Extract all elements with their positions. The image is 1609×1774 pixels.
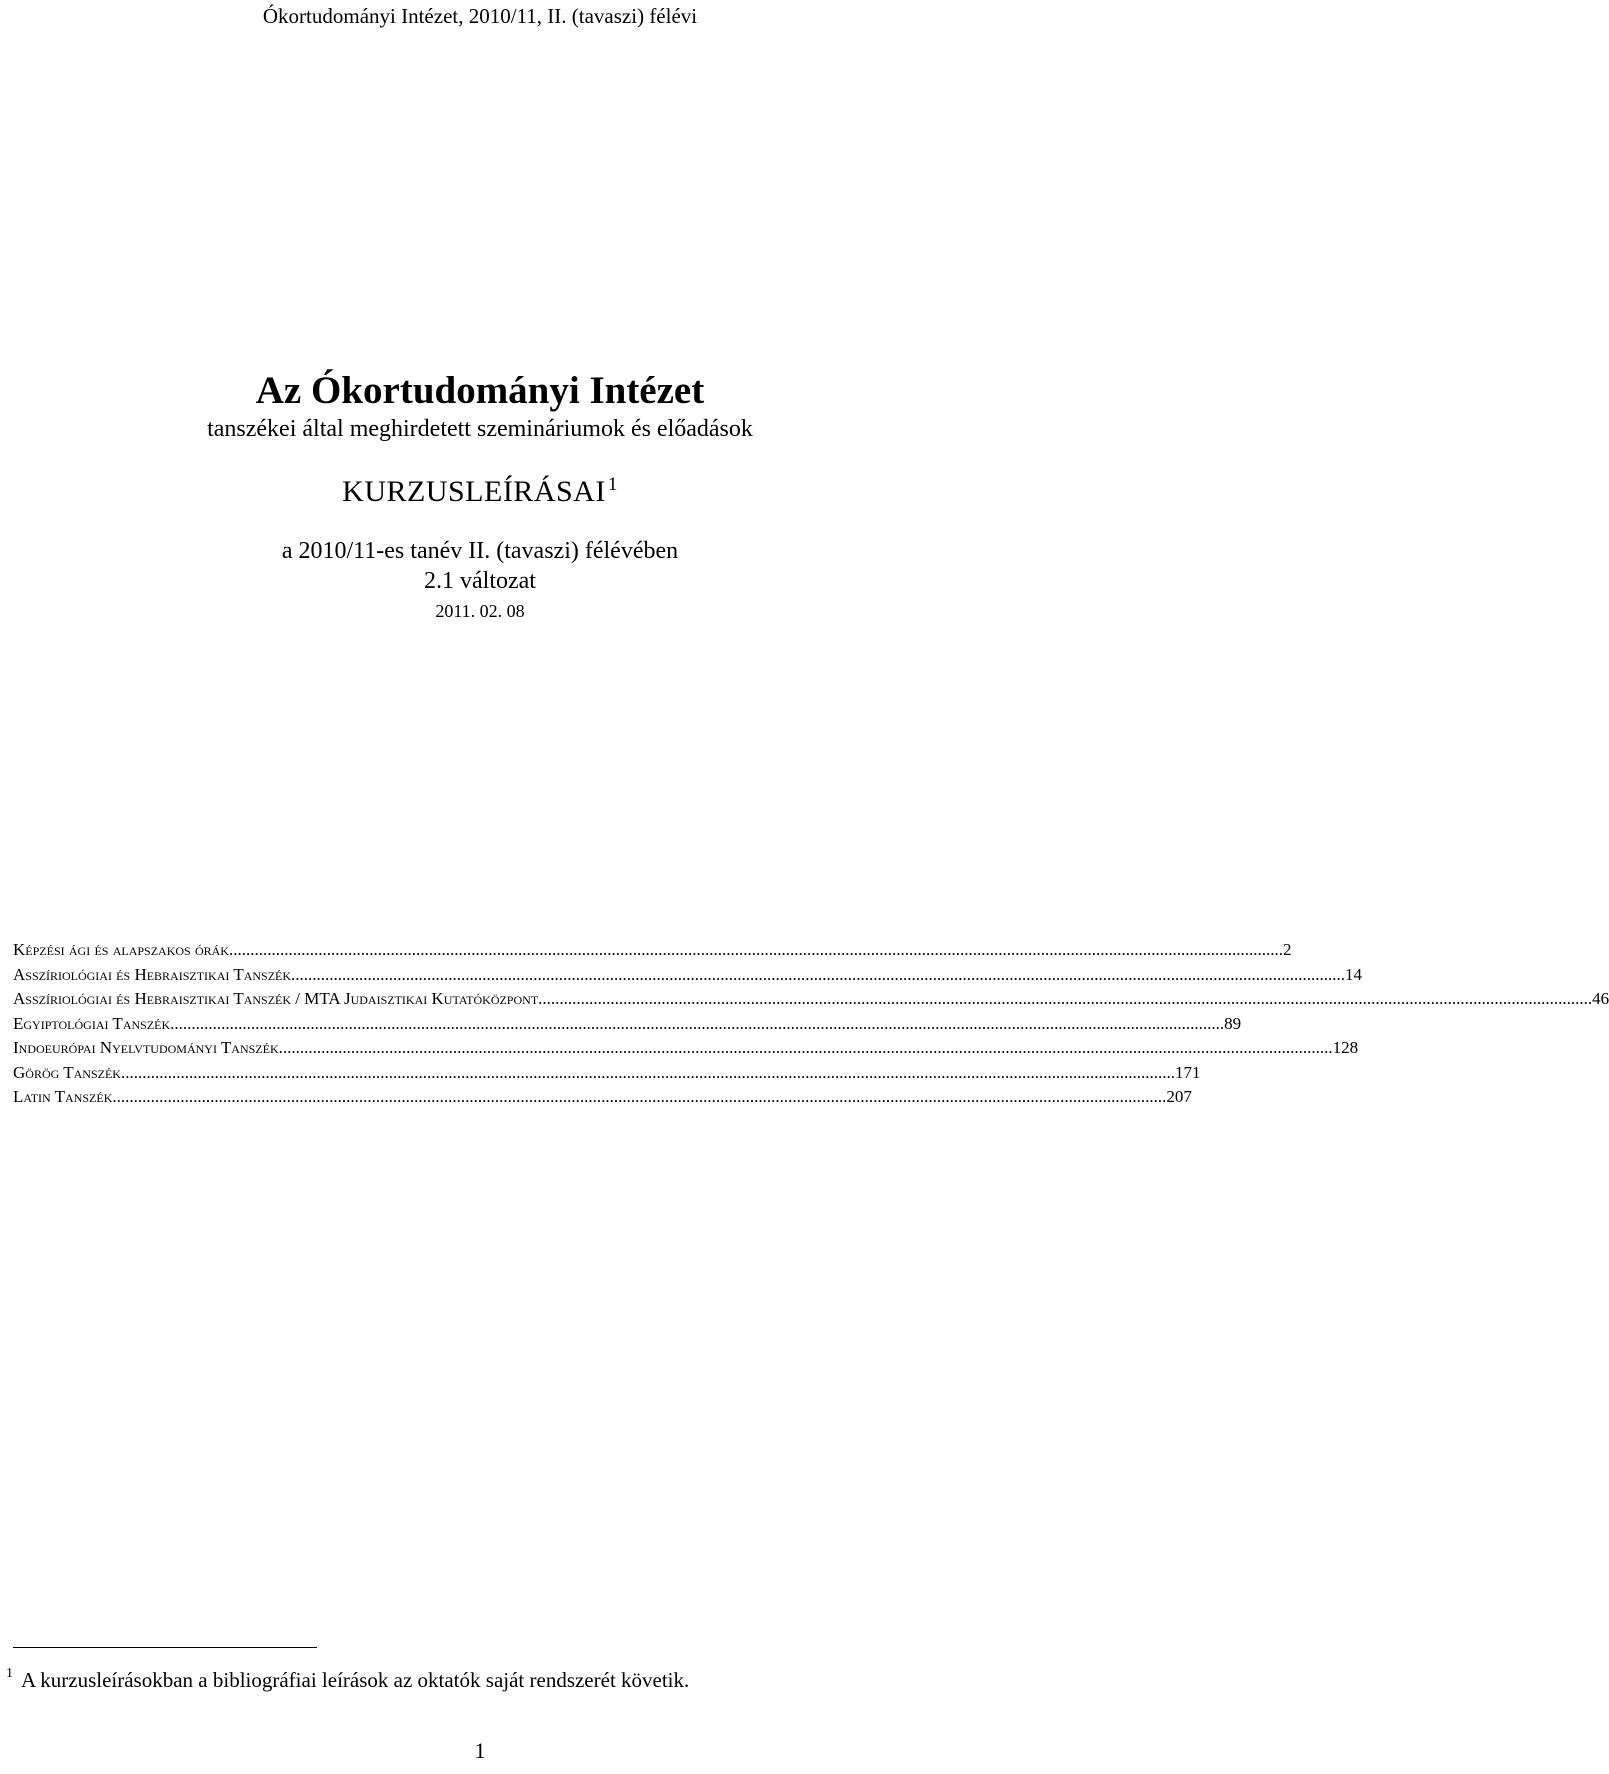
toc-leader-dots <box>279 1036 1333 1061</box>
toc-leader-dots <box>538 987 1592 1012</box>
toc-leader-dots <box>229 938 1283 963</box>
toc-entry-label: Egyiptológiai Tanszék <box>13 1013 171 1033</box>
table-of-contents <box>13 938 1609 1110</box>
kurzus-text: KURZUSLEÍRÁSAI <box>342 475 606 508</box>
toc-entry[interactable] <box>13 1012 1242 1037</box>
toc-entry[interactable] <box>13 938 1292 963</box>
footnote-text: A kurzusleírásokban a bibliográfiai leírások az oktatók saját rendszerét követik. <box>21 1668 690 1692</box>
toc-entry[interactable] <box>13 1061 1201 1086</box>
version-line: 2.1 változat <box>424 568 536 594</box>
date-line: 2011. 02. 08 <box>435 601 525 621</box>
toc-entry-page: 89 <box>1224 1013 1242 1033</box>
toc-entry-page: 2 <box>1282 940 1292 959</box>
footnote-reference[interactable]: 1 <box>607 474 618 495</box>
subtitle: tanszékei által meghirdetett szemináriumok és előadások <box>207 416 753 442</box>
page-number: 1 <box>474 1738 486 1763</box>
footnote-mark: 1 <box>6 1666 13 1681</box>
toc-leader-dots <box>170 1012 1224 1037</box>
semester-line: a 2010/11-es tanév II. (tavaszi) félévében <box>281 538 679 564</box>
toc-entry[interactable] <box>13 1085 1192 1110</box>
toc-entry[interactable] <box>13 987 1609 1012</box>
title-block <box>0 368 960 624</box>
toc-entry-page: 207 <box>1166 1087 1192 1106</box>
kurzus-heading <box>0 467 960 510</box>
toc-leader-dots <box>121 1061 1175 1086</box>
toc-entry-page: 128 <box>1332 1038 1359 1057</box>
footnote <box>6 1660 689 1694</box>
toc-leader-dots <box>112 1085 1166 1110</box>
toc-entry-label: Latin Tanszék <box>13 1087 113 1106</box>
footnote-separator <box>13 1647 317 1648</box>
toc-leader-dots <box>291 963 1345 988</box>
toc-entry-page: 14 <box>1345 964 1363 984</box>
toc-entry-label: Asszíriológiai és Hebraisztikai Tanszék <box>13 964 292 984</box>
toc-entry-page: 46 <box>1592 989 1609 1008</box>
main-title: Az Ókortudományi Intézet <box>255 369 705 412</box>
running-header: Ókortudományi Intézet, 2010/11, II. (tavaszi) félévi <box>262 4 698 28</box>
toc-entry-label: Képzési ági és alapszakos órák <box>13 940 229 959</box>
toc-entry[interactable] <box>13 963 1363 988</box>
toc-entry-label: Görög Tanszék <box>13 1062 121 1082</box>
toc-entry-label: Indoeurópai Nyelvtudományi Tanszék <box>13 1038 279 1057</box>
toc-entry[interactable] <box>13 1036 1359 1061</box>
toc-entry-label: Asszíriológiai és Hebraisztikai Tanszék / MTA Judaisztikai Kutatóközpont <box>13 989 539 1008</box>
toc-entry-page: 171 <box>1174 1062 1201 1082</box>
